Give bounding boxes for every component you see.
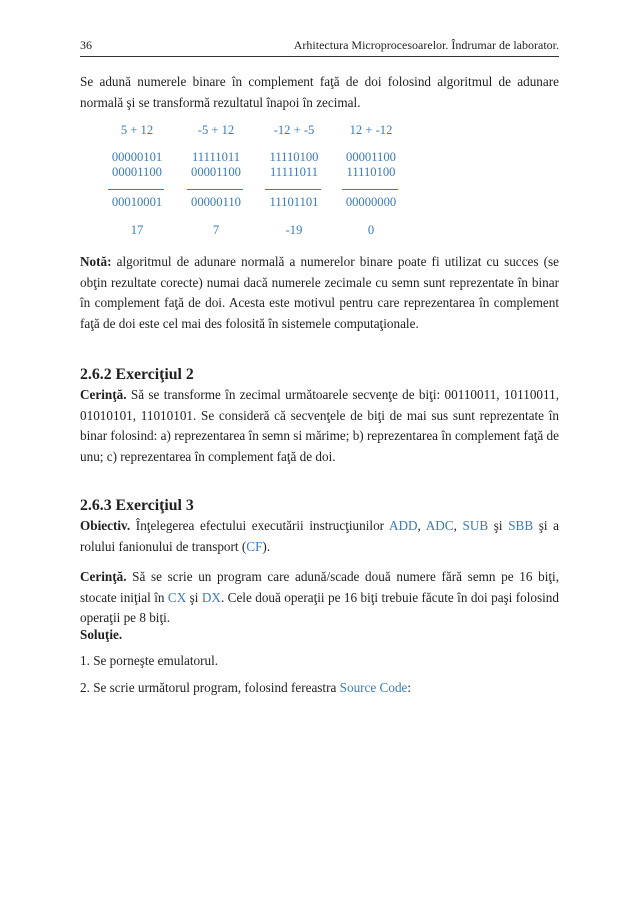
result-cell: 00000000	[345, 195, 397, 209]
decimal-cell: -19	[285, 223, 303, 237]
register-cx: CX	[167, 589, 187, 605]
requirement-text: Să se transforme în zecimal următoarele secvenţe de biţi: 00110011, 10110011, 01010101, 11010101. Se consideră că secvenţele de biţi de mai sus sunt reprezentate în binar folosind: a) reprezentarea în semn si mărime; b) reprezentarea în complement faţă de unu; c) reprezentarea în complement faţă de doi.	[80, 387, 559, 464]
page-number: 36	[80, 38, 92, 52]
step-2-text: 2. Se scrie următorul program, folosind fereastra	[80, 680, 340, 695]
step-1: 1. Se porneşte emulatorul.	[80, 653, 219, 668]
requirement-text: . Cele două operaţii pe 16 biţi trebuie făcute în doi paşi folosind operaţii pe 8 biţi.	[80, 589, 559, 625]
exercise-3-objective	[80, 516, 559, 557]
instr-add: ADD	[388, 518, 418, 533]
exercise-2-requirement	[80, 385, 559, 467]
operand-cell: 00001100	[112, 165, 162, 179]
separator: ,	[453, 518, 463, 533]
expr-cell: 12 + -12	[349, 123, 393, 137]
step-2	[80, 678, 559, 699]
expr-cell: 5 + 12	[120, 123, 154, 137]
flag-cf: CF	[246, 538, 263, 554]
expr-cell: -5 + 12	[197, 123, 235, 137]
objective-label: Obiectiv.	[80, 518, 131, 533]
solution-label	[80, 625, 559, 646]
separator: şi	[488, 518, 509, 533]
separator: şi	[186, 589, 202, 605]
source-code-window-ref: Source Code	[339, 680, 408, 695]
instr-adc: ADC	[425, 518, 454, 533]
objective-text: şi a rolului fanionului de transport (	[80, 518, 560, 554]
sum-rule	[108, 189, 164, 190]
intro-paragraph: Se adună numerele binare în complement faţă de doi folosind algoritmul de adunare normală şi se transformă rezultatul înapoi în zecimal.	[80, 74, 559, 110]
section-heading-exercise-2: 2.6.2 Exerciţiul 2	[80, 366, 194, 383]
requirement-label: Cerinţă.	[80, 569, 127, 584]
operand-cell: 00000101	[111, 150, 163, 164]
result-cell: 00010001	[111, 195, 163, 209]
sum-rule	[342, 189, 398, 190]
decimal-cell: 17	[130, 223, 144, 237]
step-2-end: :	[407, 680, 412, 695]
operand-cell: 00001100	[191, 165, 241, 179]
sum-rule	[187, 189, 243, 190]
decimal-cell: 7	[212, 223, 220, 237]
exercise-3-requirement	[80, 567, 559, 629]
solution-label-text: Soluţie.	[80, 627, 123, 642]
requirement-label: Cerinţă.	[80, 387, 127, 402]
section-heading-exercise-3: 2.6.3 Exerciţiul 3	[80, 497, 194, 514]
separator: ,	[417, 518, 426, 533]
requirement-text: Să se scrie un program care adună/scade două numere fără semn pe 16 biţi, stocate iniţial în	[80, 569, 559, 605]
expr-cell: -12 + -5	[273, 123, 315, 137]
note-text: algoritmul de adunare normală a numerelor binare poate fi utilizat cu succes (se obţin rezultate corecte) numai dacă numerele zecimale cu semn sunt reprezentate în binar în complement faţă de doi. Acesta este motivul pentru care reprezentarea în complement faţă de doi este cel mai des folosită în sistemele computaţionale.	[80, 254, 559, 331]
instr-sub: SUB	[462, 518, 489, 533]
instr-sbb: SBB	[508, 518, 534, 533]
addition-table	[80, 115, 559, 250]
sum-rule	[265, 189, 321, 190]
register-dx: DX	[201, 589, 221, 605]
objective-text: ).	[262, 538, 271, 554]
decimal-cell: 0	[367, 223, 375, 237]
operand-cell: 00001100	[346, 150, 396, 164]
operand-cell: 11111011	[269, 165, 319, 179]
note-paragraph	[80, 252, 559, 334]
objective-text: Înţelegerea efectului executării instrucţiunilor	[130, 518, 389, 533]
operand-cell: 11110100	[269, 150, 319, 164]
result-cell: 11101101	[269, 195, 319, 209]
result-cell: 00000110	[191, 195, 241, 209]
operand-cell: 11110100	[346, 165, 396, 179]
note-label: Notă:	[80, 254, 112, 269]
running-title: Arhitectura Microprocesoarelor. Îndrumar de laborator.	[293, 38, 559, 52]
operand-cell: 11111011	[191, 150, 241, 164]
page-header	[80, 38, 559, 57]
